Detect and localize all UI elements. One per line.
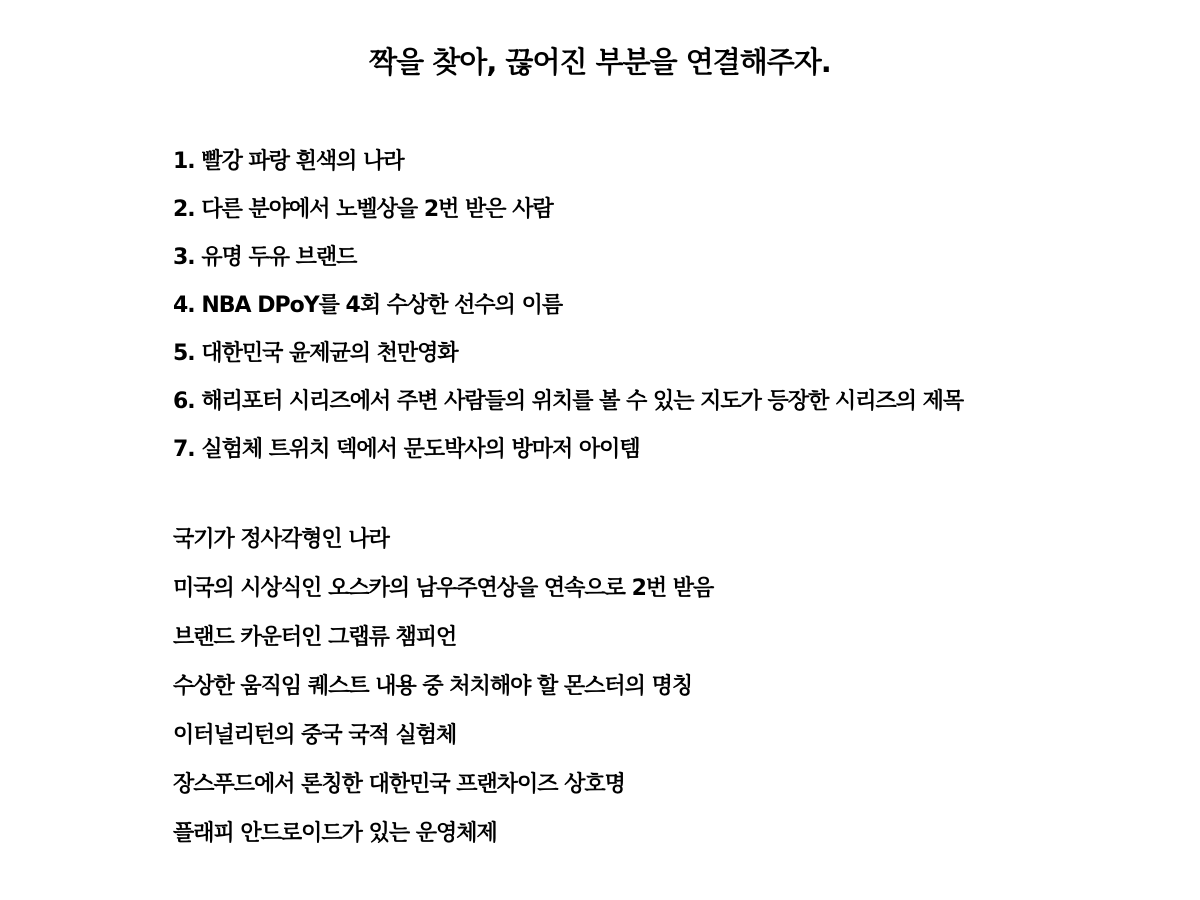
answer-item-1: 국기가 정사각형인 나라: [173, 527, 389, 552]
answer-item-2: 미국의 시상식인 오스카의 남우주연상을 연속으로 2번 받음: [173, 576, 714, 601]
answer-list: [173, 520, 713, 863]
answer-item-6: 장스푸드에서 론칭한 대한민국 프랜차이즈 상호명: [173, 772, 625, 797]
clue-item-5: 5. 대한민국 윤제균의 천만영화: [173, 341, 458, 366]
answer-item-4: 수상한 움직임 퀘스트 내용 중 처치해야 할 몬스터의 명칭: [173, 674, 693, 699]
clue-item-2: 2. 다른 분야에서 노벨상을 2번 받은 사람: [173, 197, 553, 222]
clue-item-3: 3. 유명 두유 브랜드: [173, 245, 357, 270]
clue-item-4: 4. NBA DPoY를 4회 수상한 선수의 이름: [173, 293, 563, 318]
page-title: 짝을 찾아, 끊어진 부분을 연결해주자.: [369, 45, 831, 79]
clue-list: [173, 142, 963, 478]
answer-item-3: 브랜드 카운터인 그랩류 챔피언: [173, 625, 457, 650]
answer-item-5: 이터널리턴의 중국 국적 실험체: [173, 723, 457, 748]
clue-item-6: 6. 해리포터 시리즈에서 주변 사람들의 위치를 볼 수 있는 지도가 등장한 시리즈의 제목: [173, 389, 964, 414]
clue-item-7: 7. 실험체 트위치 덱에서 문도박사의 방마저 아이템: [173, 437, 640, 462]
clue-item-1: 1. 빨강 파랑 흰색의 나라: [173, 149, 404, 174]
answer-item-7: 플래피 안드로이드가 있는 운영체제: [173, 821, 497, 846]
